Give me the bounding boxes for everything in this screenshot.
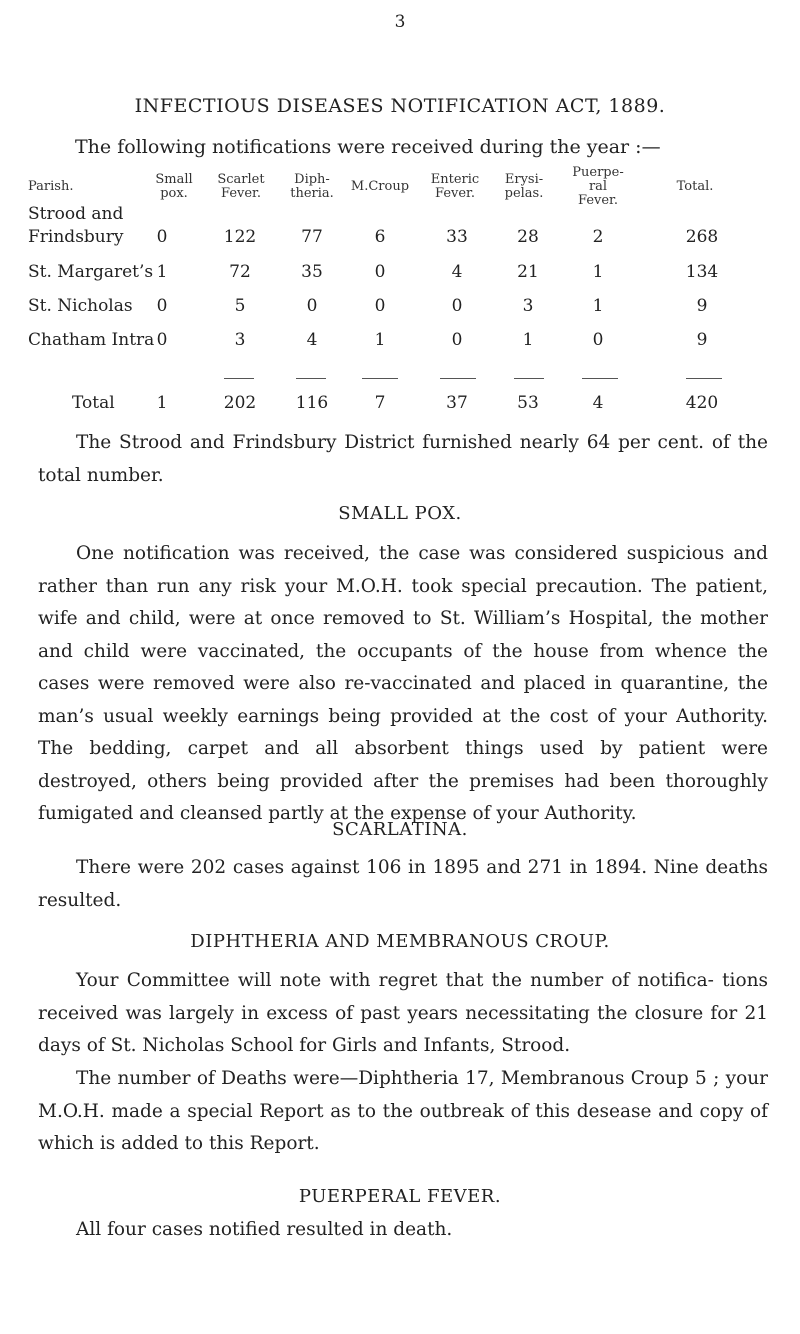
- row-parish: St. Nicholas: [28, 296, 133, 316]
- table-cell: 72: [229, 262, 251, 282]
- row-parish-line1: Strood and: [28, 204, 124, 224]
- page-number: 3: [394, 12, 406, 32]
- table-cell: 2: [592, 227, 604, 247]
- table-cell: 1: [374, 330, 386, 350]
- table-cell: 3: [234, 330, 246, 350]
- table-cell: 4: [592, 393, 604, 413]
- header-m-croup: M.Croup: [350, 179, 410, 194]
- table-cell: 3: [522, 296, 534, 316]
- table-cell: 77: [301, 227, 323, 247]
- table-cell: 420: [685, 393, 719, 413]
- table-cell: 4: [306, 330, 318, 350]
- table-cell: 9: [696, 296, 708, 316]
- table-cell: 0: [592, 330, 604, 350]
- table-cell: 6: [374, 227, 386, 247]
- table-rule: [686, 378, 722, 379]
- header-enteric-fever: Enteric Fever.: [430, 172, 480, 201]
- table-cell: 35: [301, 262, 323, 282]
- table-cell: 202: [223, 393, 257, 413]
- table-cell: 268: [685, 227, 719, 247]
- header-erysipelas: Erysi- pelas.: [504, 172, 544, 201]
- table-cell: 5: [234, 296, 246, 316]
- table-cell: 4: [451, 262, 463, 282]
- table-rule: [224, 378, 254, 379]
- table-cell: 0: [451, 330, 463, 350]
- table-cell: 1: [156, 393, 168, 413]
- table-cell: 9: [696, 330, 708, 350]
- diphtheria-text-1: Your Committee will note with regret that the number of notifica- tions received was largely in excess of past years necessitating the closure for 21 days of St. Nicholas School for Girls and Infants, Strood.: [38, 970, 768, 1056]
- table-cell: 1: [522, 330, 534, 350]
- table-cell: 122: [223, 227, 257, 247]
- total-label: Total: [72, 393, 115, 413]
- strood-paragraph: The Strood and Frindsbury District furnished nearly 64 per cent. of the total number.: [38, 432, 768, 486]
- header-parish: Parish.: [28, 179, 74, 194]
- table-cell: 53: [517, 393, 539, 413]
- table-cell: 0: [156, 227, 168, 247]
- table-cell: 28: [517, 227, 539, 247]
- row-parish-line2: Frindsbury: [28, 227, 124, 247]
- table-rule: [514, 378, 544, 379]
- header-puerperal-fever: Puerpe- ral Fever.: [572, 165, 624, 208]
- small-pox-heading: SMALL POX.: [338, 503, 462, 524]
- header-small-pox: Small pox.: [155, 172, 193, 201]
- small-pox-text: One notification was received, the case was considered suspicious and rather than run any risk your M.O.H. took special precaution. The patient, wife and child, were at once removed to St. William’s Hospital, the mother and child were vaccinated, the occupants of the house from whence the cases were removed were also re-vaccinated and placed in quarantine, the man’s usual weekly earnings being provided at the cost of your Authority. The bedding, carpet and all absorbent things used by patient were destroyed, others being provided after the premises had been thoroughly fumigated and cleansed partly at the expense of your Authority.: [38, 543, 768, 824]
- intro-text: The following notifications were received during the year :—: [75, 136, 661, 158]
- scarlatina-heading: SCARLATINA.: [332, 819, 468, 840]
- table-cell: 7: [374, 393, 386, 413]
- scarlatina-text: There were 202 cases against 106 in 1895 and 271 in 1894. Nine deaths resulted.: [38, 857, 768, 911]
- puerperal-heading: PUERPERAL FEVER.: [298, 1186, 502, 1207]
- table-cell: 33: [446, 227, 468, 247]
- table-cell: 37: [446, 393, 468, 413]
- table-rule: [296, 378, 326, 379]
- table-cell: 0: [374, 262, 386, 282]
- table-cell: 0: [306, 296, 318, 316]
- diphtheria-heading: DIPHTHERIA AND MEMBRANOUS CROUP.: [190, 931, 610, 952]
- table-cell: 0: [451, 296, 463, 316]
- table-cell: 1: [592, 296, 604, 316]
- table-cell: 134: [685, 262, 719, 282]
- puerperal-text: All four cases notified resulted in death.: [76, 1219, 453, 1240]
- table-rule: [362, 378, 398, 379]
- table-rule: [582, 378, 618, 379]
- row-parish: Chatham Intra: [28, 330, 155, 350]
- diphtheria-text-2: The number of Deaths were—Diphtheria 17, Membranous Croup 5 ; your M.O.H. made a special Report as to the outbreak of this desease and copy of which is added to this Report.: [38, 1068, 768, 1154]
- table-cell: 1: [592, 262, 604, 282]
- table-cell: 0: [156, 296, 168, 316]
- table-cell: 1: [156, 262, 168, 282]
- table-cell: 116: [295, 393, 329, 413]
- header-diphtheria: Diph- theria.: [290, 172, 334, 201]
- row-parish: St. Margaret’s: [28, 262, 154, 282]
- table-cell: 21: [517, 262, 539, 282]
- page-title: INFECTIOUS DISEASES NOTIFICATION ACT, 1889.: [134, 95, 666, 117]
- header-total: Total.: [676, 179, 714, 194]
- table-cell: 0: [156, 330, 168, 350]
- header-scarlet-fever: Scarlet Fever.: [217, 172, 265, 201]
- table-cell: 0: [374, 296, 386, 316]
- table-rule: [440, 378, 476, 379]
